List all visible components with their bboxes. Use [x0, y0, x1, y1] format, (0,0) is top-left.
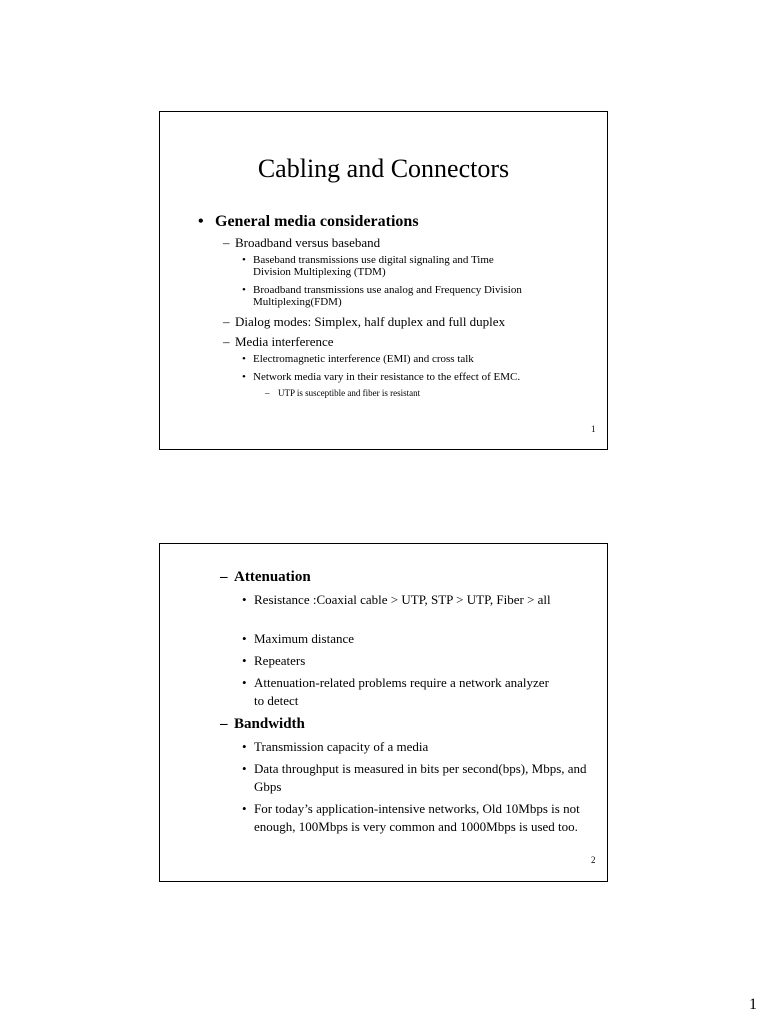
item-broadband-tx-line1: Broadband transmissions use analog and Frequency Division	[253, 284, 522, 296]
dash-marker: –	[220, 569, 228, 585]
item-emi: Electromagnetic interference (EMI) and cross talk	[253, 353, 474, 365]
bullet-marker: •	[242, 675, 247, 690]
bullet-general-media: General media considerations	[215, 213, 419, 230]
bullet-marker: •	[242, 254, 246, 266]
bullet-marker: •	[242, 653, 247, 668]
slide-number: 1	[591, 424, 596, 434]
item-baseband-tx-line2: Division Multiplexing (TDM)	[253, 266, 386, 278]
slide-1	[159, 111, 608, 450]
bullet-marker: •	[242, 592, 247, 607]
heading-attenuation: Attenuation	[234, 569, 311, 585]
bullet-marker: •	[242, 801, 247, 816]
dash-marker: –	[265, 388, 270, 398]
bullet-marker: •	[242, 739, 247, 754]
dash-marker: –	[220, 716, 228, 732]
item-repeaters: Repeaters	[254, 653, 306, 668]
item-media-interference: Media interference	[235, 334, 334, 349]
slide-number: 2	[591, 855, 596, 865]
item-todays-networks: For today’s application-intensive networks, Old 10Mbps is not enough, 100Mbps is very common and 1000Mbps is used too.	[254, 801, 580, 834]
dash-marker: –	[223, 334, 230, 349]
item-dialog-modes: Dialog modes: Simplex, half duplex and full duplex	[235, 314, 506, 329]
page-number: 1	[749, 996, 757, 1013]
dash-marker: –	[223, 235, 230, 250]
item-baseband-tx-line1: Baseband transmissions use digital signaling and Time	[253, 254, 494, 266]
item-maximum-distance: Maximum distance	[254, 631, 355, 646]
item-data-throughput: Data throughput is measured in bits per second(bps), Mbps, and Gbps	[254, 761, 587, 794]
slide-2	[159, 543, 608, 882]
bullet-marker: •	[242, 371, 246, 383]
bullet-marker: •	[198, 213, 204, 230]
item-utp-fiber: UTP is susceptible and fiber is resistant	[278, 388, 421, 398]
bullet-marker: •	[242, 631, 247, 646]
slide-title: Cabling and Connectors	[257, 154, 510, 183]
bullet-marker: •	[242, 761, 247, 776]
bullet-marker: •	[242, 353, 246, 365]
item-resistance-emc: Network media vary in their resistance to the effect of EMC.	[253, 371, 521, 383]
item-transmission-capacity: Transmission capacity of a media	[254, 739, 429, 754]
item-network-analyzer: Attenuation-related problems require a network analyzer to detect	[254, 675, 549, 708]
bullet-marker: •	[242, 284, 246, 296]
heading-bandwidth: Bandwidth	[234, 716, 305, 732]
item-broadband-baseband: Broadband versus baseband	[235, 235, 381, 250]
item-resistance-order: Resistance :Coaxial cable > UTP, STP > UTP, Fiber > all	[254, 592, 551, 607]
dash-marker: –	[223, 314, 230, 329]
item-broadband-tx-line2: Multiplexing(FDM)	[253, 296, 342, 308]
